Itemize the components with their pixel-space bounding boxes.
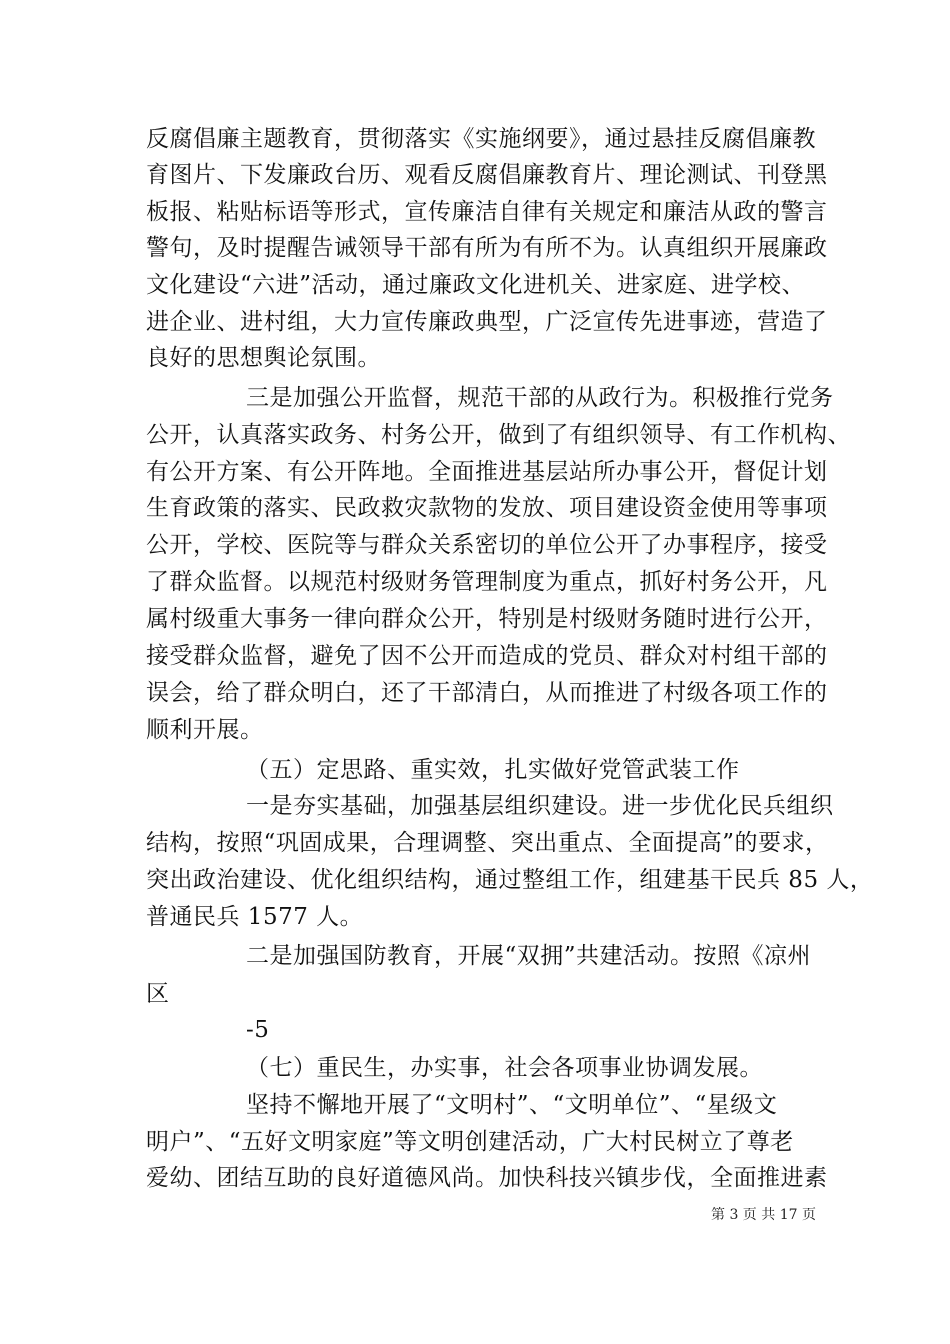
text-line-3: 板报、粘贴标语等形式，宣传廉洁自律有关规定和廉洁从政的警言: [146, 199, 828, 225]
text-line-19: 一是夯实基础，加强基层组织建设。进一步优化民兵组织: [246, 793, 834, 819]
text-line-7: 良好的思想舆论氛围。: [146, 345, 381, 371]
text-line-16: 误会，给了群众明白，还了干部清白，从而推进了村级各项工作的: [146, 680, 828, 706]
section-heading-5: （五）定思路、重实效，扎实做好党管武装工作: [246, 757, 740, 783]
text-line-15: 接受群众监督，避免了因不公开而造成的党员、群众对村组干部的: [146, 643, 828, 669]
text-line-23: 二是加强国防教育，开展“双拥”共建活动。按照《凉州: [246, 943, 812, 969]
text-line-4: 警句，及时提醒告诫领导干部有所为有所不为。认真组织开展廉政: [146, 235, 828, 261]
text-line-6: 进企业、进村组，大力宣传廉政典型，广泛宣传先进事迹，营造了: [146, 309, 828, 335]
text-line-28: 明户”、“五好文明家庭”等文明创建活动，广大村民树立了尊老: [146, 1129, 794, 1155]
page-fragment-marker: -5: [246, 1017, 270, 1043]
text-line-13: 了群众监督。以规范村级财务管理制度为重点，抓好村务公开，凡: [146, 569, 828, 595]
text-line-5: 文化建设“六进”活动，通过廉政文化进机关、进家庭、进学校、: [146, 272, 806, 298]
text-line-21: 突出政治建设、优化组织结构，通过整组工作，组建基干民兵 85 人，: [146, 867, 874, 893]
text-line-27: 坚持不懈地开展了“文明村”、“文明单位”、“星级文: [246, 1092, 778, 1118]
text-line-8: 三是加强公开监督，规范干部的从政行为。积极推行党务: [246, 385, 834, 411]
text-line-22: 普通民兵 1577 人。: [146, 904, 364, 930]
page-footer: 第 3 页 共 17 页: [711, 1207, 816, 1223]
text-line-11: 生育政策的落实、民政救灾款物的发放、项目建设资金使用等事项: [146, 495, 828, 521]
text-line-14: 属村级重大事务一律向群众公开，特别是村级财务随时进行公开，: [146, 606, 828, 632]
text-line-1: 反腐倡廉主题教育，贯彻落实《实施纲要》，通过悬挂反腐倡廉教: [146, 126, 816, 152]
text-line-20: 结构，按照“巩固成果，合理调整、突出重点、全面提高”的要求，: [146, 830, 829, 856]
text-line-29: 爱幼、团结互助的良好道德风尚。加快科技兴镇步伐，全面推进素: [146, 1165, 828, 1191]
text-line-10: 有公开方案、有公开阵地。全面推进基层站所办事公开，督促计划: [146, 459, 828, 485]
text-line-12: 公开，学校、医院等与群众关系密切的单位公开了办事程序，接受: [146, 532, 828, 558]
text-line-24: 区: [146, 981, 170, 1007]
section-heading-7: （七）重民生，办实事，社会各项事业协调发展。: [246, 1055, 763, 1081]
text-line-9: 公开，认真落实政务、村务公开，做到了有组织领导、有工作机构、: [146, 422, 851, 448]
text-line-17: 顺利开展。: [146, 717, 264, 743]
text-line-2: 育图片、下发廉政台历、观看反腐倡廉教育片、理论测试、刊登黑: [146, 162, 828, 188]
